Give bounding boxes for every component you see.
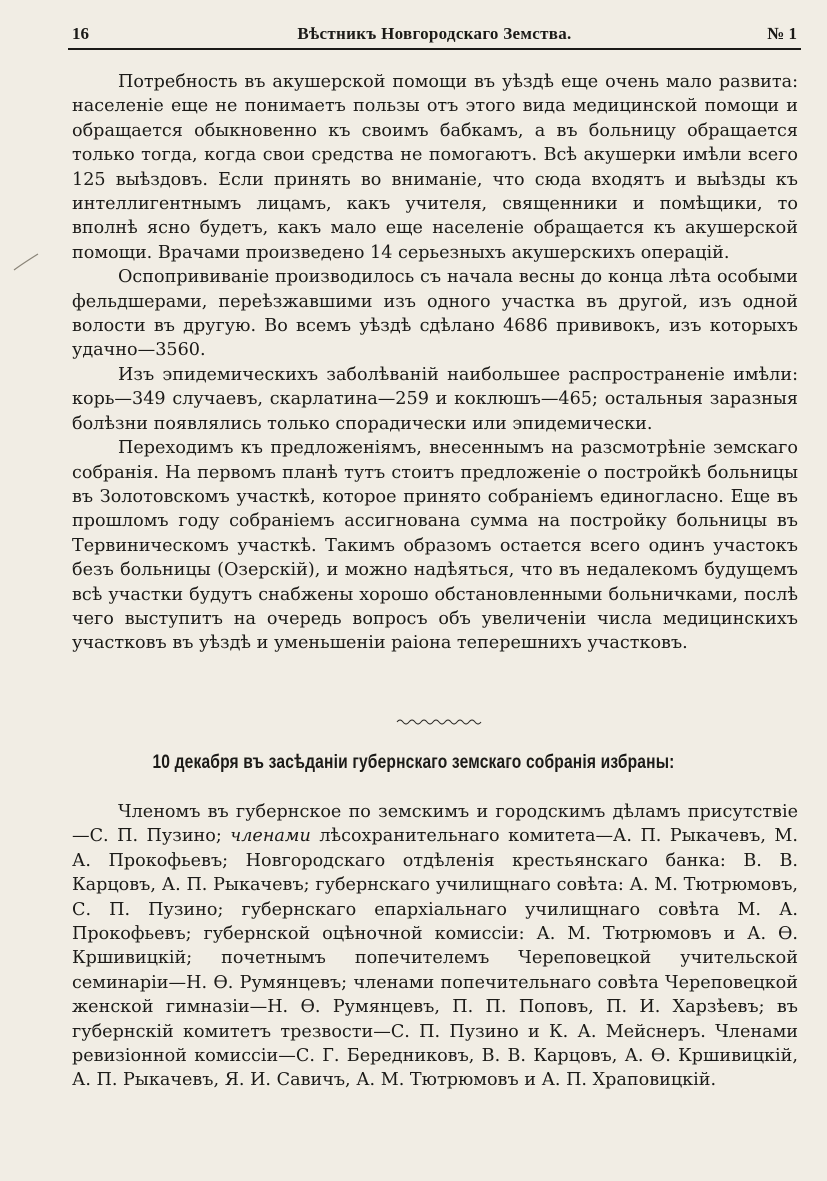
paragraph-vaccination: Оспопрививаніе производилось съ начала весны до конца лѣта особыми фельдшерами, переѣзжавшими изъ одного участка въ другой, изъ одной волости въ другую. Во всемъ уѣздѣ сдѣлано 4686 прививокъ, изъ которыхъ удачно—3560. <box>72 267 798 361</box>
elections-text-part2: лѣсохранительнаго комитета—А. П. Рыкачевъ, М. А. Прокофьевъ; Новгородскаго отдѣленія крестьянскаго банка: В. В. Карцовъ, А. П. Рыкачевъ; губернскаго училищнаго совѣта: А. М. Тютрюмовъ, С. П. Пузино; губернскаго епархіальнаго училищнаго совѣта М. А. Прокофьевъ; губернской оцѣночной комиссіи: А. М. Тютрюмовъ и А. Ѳ. Кршивицкій; почетнымъ попечителемъ Череповецкой учительской семинаріи—Н. Ѳ. Румянцевъ; членами попечительнаго совѣта Череповецкой женской гимназіи—Н. Ѳ. Румянцевъ, П. П. Поповъ, П. И. Харзѣевъ; въ губернскій комитетъ трезвости—С. П. Пузино и К. А. Мейснеръ. Членами ревизіонной комиссіи—С. Г. Бередниковъ, В. В. Карцовъ, А. Ѳ. Кршивицкій, А. П. Рыкачевъ, Я. И. Савичъ, А. М. Тютрюмовъ и А. П. Храповицкій. <box>72 826 798 1091</box>
margin-pencil-mark <box>8 240 48 280</box>
journal-title: Вѣстникъ Новгородскаго Земства. <box>297 24 572 43</box>
issue-number: № 1 <box>767 24 797 43</box>
paragraph-elected-members <box>72 800 798 1093</box>
section-separator-ornament <box>395 717 485 727</box>
paragraph-proposals: Переходимъ къ предложеніямъ, внесеннымъ на разсмотрѣніе земскаго собранія. На первомъ планѣ тутъ стоитъ предложеніе о постройкѣ больницы въ Золотовскомъ участкѣ, которое принято собраніемъ единогласно. Еще въ прошломъ году собраніемъ ассигнована сумма на постройку больницы въ Тервиническомъ участкѣ. Такимъ образомъ остается всего одинъ участокъ безъ больницы (Озерскій), и можно надѣяться, что въ недалекомъ будущемъ всѣ участки будутъ снабжены хорошо обстановленными больничками, послѣ чего выступитъ на очередь вопросъ объ увеличеніи числа медицинскихъ участковъ въ уѣздѣ и уменьшеніи раіона теперешнихъ участковъ. <box>72 438 798 654</box>
section-medical-report <box>72 70 798 656</box>
header-rule <box>68 48 801 50</box>
elections-italic-word: членами <box>230 826 311 847</box>
section-elections <box>72 800 798 1093</box>
elections-text-part1: Членомъ въ губернское по земскимъ и городскимъ дѣламъ присутствіе—С. П. Пузино; <box>72 802 798 847</box>
running-header <box>72 22 797 48</box>
paragraph-epidemics: Изъ эпидемическихъ заболѣваній наибольшее распространеніе имѣли: корь—349 случаевъ, скарлатина—259 и коклюшъ—465; остальныя заразныя болѣзни появлялись только спорадически или эпидемически. <box>72 364 798 434</box>
paragraph-obstetric-help: Потребность въ акушерской помощи въ уѣздѣ еще очень мало развита: населеніе еще не понимаетъ пользы отъ этого вида медицинской помощи и обращается обыкновенно къ своимъ бабкамъ, а въ больницу обращается только тогда, когда свои средства не помогаютъ. Всѣ акушерки имѣли всего 125 выѣздовъ. Если принять во вниманіе, что сюда входятъ и выѣзды къ интеллигентнымъ лицамъ, какъ учителя, священники и помѣщики, то вполнѣ ясно будетъ, какъ мало еще населеніе обращается къ акушерской помощи. Врачами произведено 14 серьезныхъ акушерскихъ операцій. <box>72 72 798 263</box>
section-heading-elections: 10 декабря въ засѣданіи губернскаго земскаго собранія избраны: <box>152 752 675 773</box>
page-number: 16 <box>72 24 89 43</box>
